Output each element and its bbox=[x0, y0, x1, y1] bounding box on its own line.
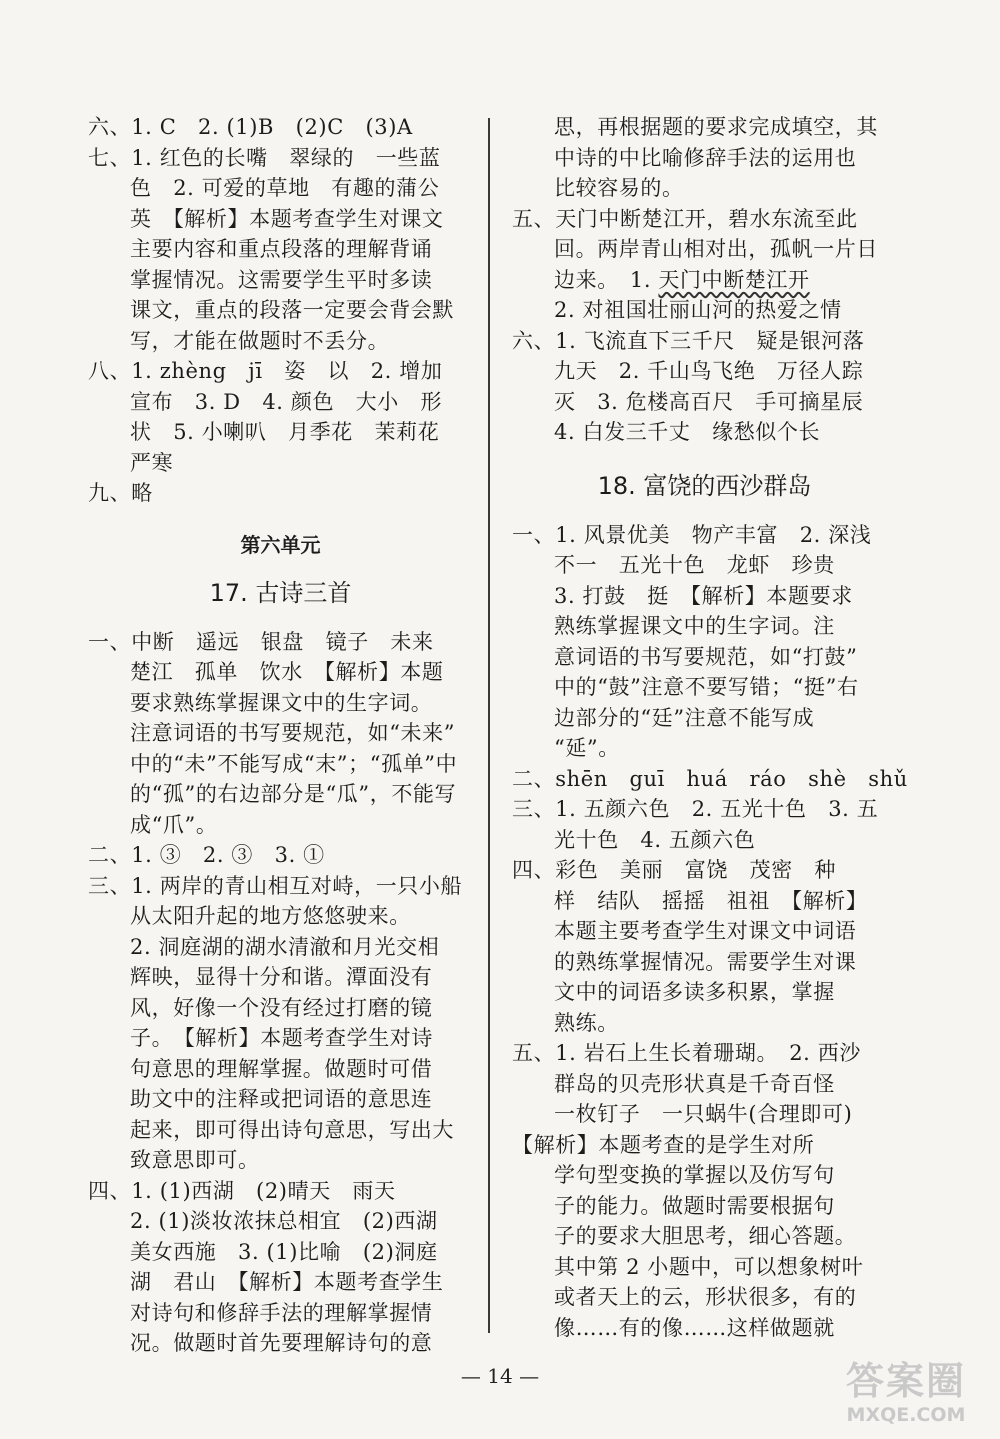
text-line: 子的能力。做题时需要根据句 bbox=[554, 1193, 835, 1218]
text-line: 要求熟练掌握课文中的生字词。 bbox=[130, 690, 433, 715]
line-prefix: 边来。 1. bbox=[554, 267, 659, 292]
text-line: 不一 五光十色 龙虾 珍贵 bbox=[554, 553, 835, 577]
text-line: 熟练掌握课文中的生字词。注 bbox=[554, 614, 835, 638]
text-line: 的熟练掌握情况。需要学生对课 bbox=[554, 949, 857, 974]
text-line: 况。做题时首先要理解诗句的意 bbox=[130, 1331, 433, 1355]
text-line: 色 2. 可爱的草地 有趣的蒲公 bbox=[130, 176, 440, 200]
text-line: 中诗的中比喻修辞手法的运用也 bbox=[554, 145, 857, 170]
text-line: 致意思即可。 bbox=[130, 1148, 260, 1172]
text-line: 三、1. 两岸的青山相互对峙，一只小船 bbox=[88, 873, 463, 898]
text-line: 对诗句和修辞手法的理解掌握情 bbox=[130, 1300, 433, 1325]
text-line: 灭 3. 危楼高百尺 手可摘星辰 bbox=[554, 389, 864, 414]
text-line: 九、略 bbox=[88, 481, 153, 505]
text-line: 意词语的书写要规范，如“打鼓” bbox=[554, 644, 858, 669]
text-line: 群岛的贝壳形状真是千奇百怪 bbox=[554, 1071, 835, 1096]
text-line: 九天 2. 千山鸟飞绝 万径人踪 bbox=[554, 359, 864, 383]
text-line: 注意词语的书写要规范，如“未来” bbox=[130, 721, 456, 745]
text-line: 其中第 2 小题中，可以想象树叶 bbox=[554, 1254, 864, 1279]
text-line: 英 【解析】本题考查学生对课文 bbox=[130, 206, 444, 231]
text-line: 中的“鼓”注意不要写错；“挺”右 bbox=[554, 675, 859, 699]
text-line: 的“孤”的右边部分是“瓜”，不能写 bbox=[130, 782, 457, 806]
text-line bbox=[512, 265, 897, 296]
text-line: 一、中断 遥远 银盘 镜子 未来 bbox=[88, 629, 434, 654]
text-line: 二、1. ③ 2. ③ 3. ① bbox=[88, 843, 325, 867]
watermark-logo-text: 答案圈 bbox=[845, 1359, 966, 1403]
text-line: 美女西施 3. (1)比喻 (2)洞庭 bbox=[130, 1239, 438, 1264]
column-divider bbox=[488, 118, 490, 1333]
text-line: 3. 打鼓 挺 【解析】本题要求 bbox=[554, 583, 853, 608]
text-line: 比较容易的。 bbox=[554, 176, 684, 200]
text-line: 二、shēn guī huá ráo shè shǔ bbox=[512, 766, 908, 791]
text-line: 写，才能在做题时不丢分。 bbox=[130, 328, 390, 353]
wavy-underlined-answer: 天门中断楚江开 bbox=[658, 267, 810, 292]
text-line: 熟练。 bbox=[554, 1010, 619, 1035]
page-number: — 14 — bbox=[460, 1364, 540, 1388]
text-line: 掌握情况。这需要学生平时多读 bbox=[130, 267, 433, 292]
text-line: 子的要求大胆思考，细心答题。 bbox=[554, 1224, 857, 1248]
text-line: 2. (1)淡妆浓抹总相宜 (2)西湖 bbox=[130, 1209, 438, 1233]
text-line: 风，好像一个没有经过打磨的镜 bbox=[130, 995, 433, 1020]
text-line: 助文中的注释或把词语的意思连 bbox=[130, 1087, 433, 1111]
text-line: 回。两岸青山相对出，孤帆一片日 bbox=[554, 237, 878, 261]
text-line: 样 结队 摇摇 祖祖 【解析】 bbox=[554, 888, 868, 913]
text-line: 【解析】本题考查的是学生对所 bbox=[512, 1132, 815, 1157]
lesson-17-heading: 17. 古诗三首 bbox=[209, 578, 352, 607]
text-line: 六、1. 飞流直下三千尺 疑是银河落 bbox=[512, 328, 865, 353]
text-line: 成“爪”。 bbox=[130, 812, 218, 837]
right-column bbox=[512, 112, 908, 1343]
text-line: 一、1. 风景优美 物产丰富 2. 深浅 bbox=[512, 522, 872, 547]
text-line: 或者天上的云，形状很多，有的 bbox=[554, 1285, 857, 1309]
watermark-logo bbox=[832, 1359, 980, 1427]
text-line: 三、1. 五颜六色 2. 五光十色 3. 五 bbox=[512, 797, 879, 821]
text-line: 五、1. 岩石上生长着珊瑚。 2. 西沙 bbox=[512, 1041, 861, 1065]
text-line: 宣布 3. D 4. 颜色 大小 形 bbox=[130, 389, 443, 414]
text-line: 2. 对祖国壮丽山河的热爱之情 bbox=[554, 298, 842, 322]
text-line: 八、1. zhèng jī 姿 以 2. 增加 bbox=[88, 359, 443, 383]
text-line: 学句型变换的掌握以及仿写句 bbox=[554, 1163, 835, 1187]
text-line: 一枚钉子 一只蜗牛(合理即可) bbox=[554, 1102, 853, 1126]
text-line: 子。 【解析】本题考查学生对诗 bbox=[130, 1026, 433, 1050]
text-line: 句意思的理解掌握。做题时可借 bbox=[130, 1056, 433, 1081]
text-line: 像……有的像……这样做题就 bbox=[554, 1315, 835, 1340]
text-line: 光十色 4. 五颜六色 bbox=[554, 827, 756, 852]
text-line: 楚江 孤单 饮水 【解析】本题 bbox=[130, 660, 444, 684]
text-line: 中的“未”不能写成“末”；“孤单”中 bbox=[130, 751, 458, 776]
text-line: 起来，即可得出诗句意思，写出大 bbox=[130, 1117, 454, 1142]
text-line: 六、1. C 2. (1)B (2)C (3)A bbox=[88, 115, 413, 139]
text-line: 边部分的“廷”注意不能写成 bbox=[554, 705, 815, 730]
unit-heading: 第六单元 bbox=[240, 532, 321, 557]
text-line: 从太阳升起的地方悠悠驶来。 bbox=[130, 904, 411, 928]
text-line: 4. 白发三千丈 缘愁似个长 bbox=[554, 420, 821, 444]
text-line: 课文，重点的段落一定要会背会默 bbox=[130, 298, 454, 322]
text-line: 状 5. 小喇叭 月季花 茉莉花 bbox=[130, 420, 440, 444]
text-line: 四、彩色 美丽 富饶 茂密 种 bbox=[512, 858, 836, 882]
text-line: 文中的词语多读多积累，掌握 bbox=[554, 980, 835, 1004]
text-line: 思，再根据题的要求完成填空，其 bbox=[554, 115, 878, 139]
text-line: 辉映，显得十分和谐。潭面没有 bbox=[130, 965, 433, 989]
text-line: 主要内容和重点段落的理解背诵 bbox=[130, 237, 433, 261]
text-line: 湖 君山 【解析】本题考查学生 bbox=[130, 1270, 444, 1294]
watermark-url: MXQE.COM bbox=[846, 1404, 966, 1426]
lesson-18-heading: 18. 富饶的西沙群岛 bbox=[597, 471, 812, 500]
text-line: 严寒 bbox=[130, 450, 174, 475]
text-line: “延”。 bbox=[554, 736, 620, 760]
text-line: 七、1. 红色的长嘴 翠绿的 一些蓝 bbox=[88, 145, 441, 170]
text-line: 五、天门中断楚江开，碧水东流至此 bbox=[512, 206, 858, 231]
text-line: 四、1. (1)西湖 (2)晴天 雨天 bbox=[88, 1178, 396, 1203]
text-line: 2. 洞庭湖的湖水清澈和月光交相 bbox=[130, 934, 440, 959]
left-column bbox=[88, 112, 473, 1359]
text-line: 本题主要考查学生对课文中词语 bbox=[554, 919, 857, 943]
